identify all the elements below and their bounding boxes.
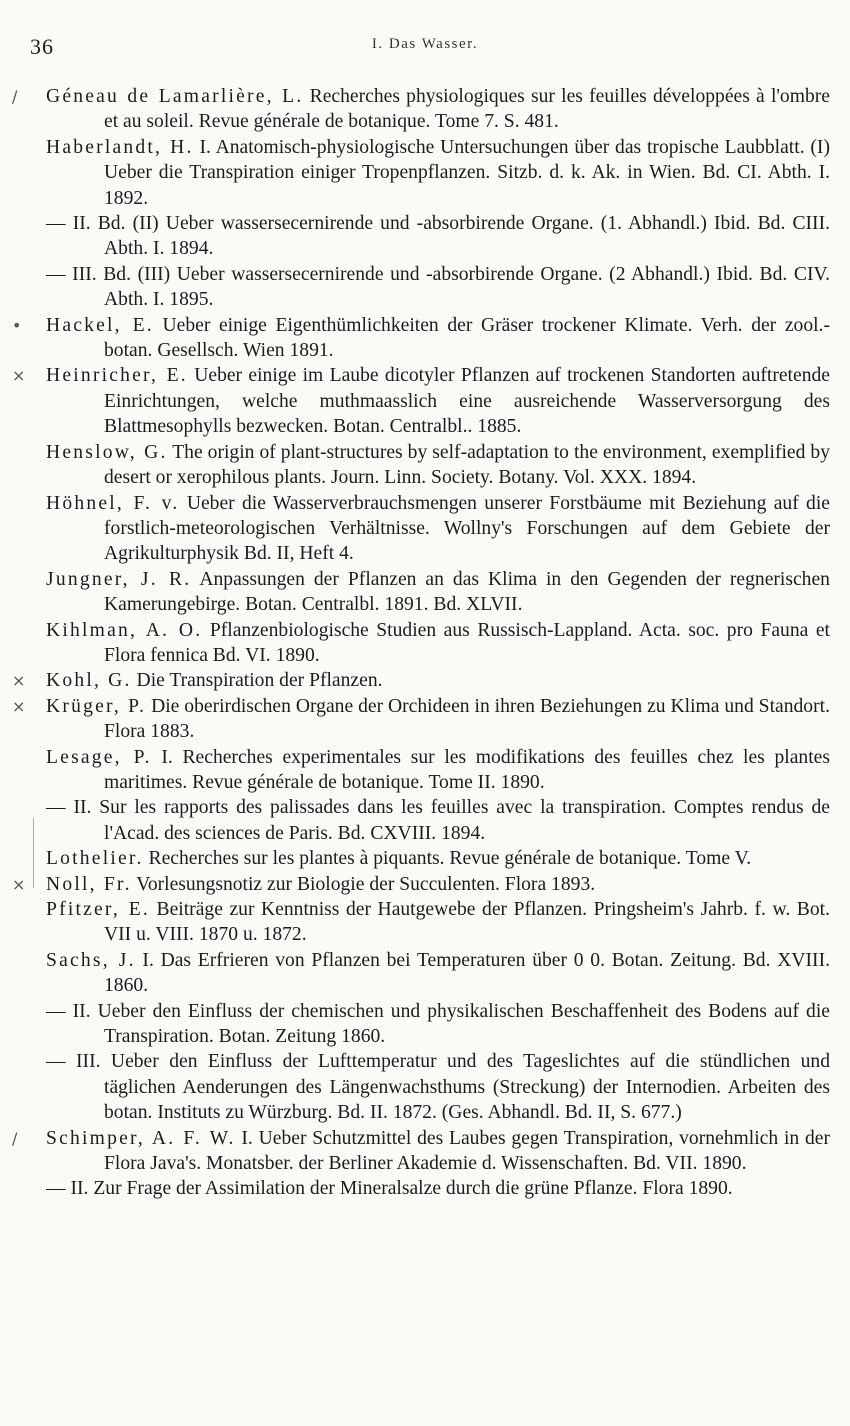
bibliography-entry <box>46 567 830 618</box>
bibliography-entry <box>12 872 830 897</box>
bibliography-entry <box>46 491 830 567</box>
entry-author: Höhnel, F. v. <box>46 492 180 514</box>
entry-text: Anpassungen der Pflanzen an das Klima in den Gegenden der regnerischen Kamerungebirge. Botan. Centralbl. 1891. Bd. XLVII. <box>104 568 830 616</box>
running-head: I. Das Wasser. <box>371 36 479 52</box>
entry-author: Henslow, G. <box>46 441 168 463</box>
entry-text: I. Das Erfrieren von Pflanzen bei Temperaturen über 0 0. Botan. Zeitung. Bd. XVIII. 1860. <box>104 949 830 997</box>
margin-mark: × <box>12 874 26 894</box>
entry-text: Pflanzenbiologische Studien aus Russisch-Lappland. Acta. soc. pro Fauna et Flora fennica Bd. VI. 1890. <box>104 619 830 666</box>
entry-text: — II. Zur Frage der Assimilation der Mineralsalze durch die grüne Pflanze. Flora 1890. <box>46 1178 733 1200</box>
bibliography-entry <box>46 262 830 313</box>
entry-author: Kihlman, A. O. <box>46 619 203 641</box>
margin-mark: × <box>12 671 26 691</box>
bibliography-entry <box>12 363 830 439</box>
entry-author: Heinricher, E. <box>46 365 188 387</box>
entry-text: I. Ueber Schutzmittel des Laubes gegen Transpiration, vornehmlich in der Flora Java's. Monatsber. der Berliner Akademie d. Wissenschaften. Bd. VII. 1890. <box>104 1127 830 1175</box>
bibliography-entry <box>46 745 830 796</box>
entry-text: Die Transpiration der Pflanzen. <box>136 670 383 692</box>
bibliography-entry <box>12 668 830 693</box>
page-header <box>0 32 850 62</box>
margin-mark: × <box>12 696 26 716</box>
entry-author: Krüger, P. <box>46 695 147 717</box>
bibliography-entry <box>46 440 830 491</box>
margin-mark: / <box>12 1128 18 1148</box>
entry-text: — III. Bd. (III) Ueber wassersecernirende und -absorbirende Organe. (2 Abhandl.) Ibid. Bd. CIV. Abth. I. 1895. <box>46 263 830 311</box>
bibliography-entry <box>46 1049 830 1125</box>
bibliography-entry <box>46 211 830 262</box>
entry-text: — II. Bd. (II) Ueber wassersecernirende und -absorbirende Organe. (1. Abhandl.) Ibid. Bd. CIII. Abth. I. 1894. <box>46 213 830 260</box>
entry-text: Recherches sur les plantes à piquants. Revue générale de botanique. Tome V. <box>148 848 752 870</box>
bibliography-list <box>12 84 831 1202</box>
bibliography-entry <box>46 897 830 948</box>
entry-author: Schimper, A. F. W. <box>46 1127 236 1149</box>
entry-author: Noll, Fr. <box>46 873 132 895</box>
entry-author: Lesage, P. <box>46 746 152 768</box>
bibliography-entry <box>12 313 830 364</box>
margin-mark: / <box>12 87 18 106</box>
entry-text: Recherches physiologiques sur les feuilles développées à l'ombre et au soleil. Revue générale de botanique. Tome 7. S. 481. <box>104 86 830 133</box>
bibliography-entry <box>12 694 830 745</box>
bibliography-entry <box>12 1126 830 1177</box>
entry-author: Kohl, G. <box>46 670 132 692</box>
entry-text: Ueber einige Eigenthümlichkeiten der Gräser trockener Klimate. Verh. der zool.-botan. Gesellsch. Wien 1891. <box>104 314 830 362</box>
margin-mark: • <box>12 315 22 335</box>
entry-text: I. Recherches experimentales sur les modifikations des feuilles chez les plantes maritimes. Revue générale de botanique. Tome II. 1890. <box>104 746 830 793</box>
entry-text: The origin of plant-structures by self-adaptation to the environment, exemplified by desert or xerophilous plants. Journ. Linn. Society. Botany. Vol. XXX. 1894. <box>104 441 831 489</box>
entry-text: Die oberirdischen Organe der Orchideen in ihren Beziehungen zu Klima und Standort. Flora 1883. <box>104 695 830 743</box>
bibliography-entry <box>46 846 830 871</box>
entry-author: Géneau de Lamarlière, L. <box>46 86 304 107</box>
entry-author: Pfitzer, E. <box>46 899 150 920</box>
entry-text: — II. Ueber den Einfluss der chemischen und physikalischen Beschaffenheit des Bodens auf die Transpiration. Botan. Zeitung 1860. <box>46 1000 830 1048</box>
bibliography-entry <box>46 795 830 846</box>
bibliography-entry <box>46 999 830 1050</box>
page-number: 36 <box>30 34 54 59</box>
entry-text: I. Anatomisch-physiologische Untersuchungen über das tropische Laubblatt. (I) Ueber die Transpiration einiger Tropenpflanzen. Sitzb. d. k. Ak. in Wien. Bd. CI. Abth. I. 1892. <box>104 136 830 209</box>
entry-author: Jungner, J. R. <box>46 568 192 590</box>
entry-author: Lothelier. <box>46 848 144 870</box>
entry-text: — III. Ueber den Einfluss der Lufttemperatur und des Tageslichtes auf die stündlichen und täglichen Aenderungen des Längenwachsthums (Streckung) der Internodien. Arbeiten des botan. Instituts zu Würzburg. Bd. II. 1872. (Ges. Abhandl. Bd. II, S. 677.) <box>46 1051 830 1124</box>
margin-rule <box>33 818 34 888</box>
entry-text: Ueber die Wasserverbrauchsmengen unserer Forstbäume mit Beziehung auf die forstlich-meteorologischen Verhältnisse. Wollny's Forschungen auf dem Gebiete der Agrikulturphysik Bd. II, Heft 4. <box>104 492 830 565</box>
bibliography-entry <box>12 84 830 135</box>
bibliography-entry <box>46 135 830 211</box>
entry-text: Beiträge zur Kenntniss der Hautgewebe der Pflanzen. Pringsheim's Jahrb. f. w. Bot. VII u. VIII. 1870 u. 1872. <box>104 899 830 946</box>
entry-author: Sachs, J. <box>46 949 136 971</box>
entry-text: — II. Sur les rapports des palissades dans les feuilles avec la transpiration. Comptes rendus de l'Acad. des sciences de Paris. Bd. CXVIII. 1894. <box>46 797 830 844</box>
entry-author: Hackel, E. <box>46 314 154 336</box>
bibliography-entry <box>46 948 830 999</box>
bibliography-entry <box>46 618 830 669</box>
entry-text: Ueber einige im Laube dicotyler Pflanzen auf trockenen Standorten auftretende Einrichtungen, welche muthmaasslich eine ausreichende Wasserversorgung des Blattmesophylls bezwecken. Botan. Centralbl.. 1885. <box>104 365 830 438</box>
margin-mark: × <box>12 366 26 386</box>
bibliography-entry <box>46 1176 830 1201</box>
entry-text: Vorlesungsnotiz zur Biologie der Succulenten. Flora 1893. <box>136 873 596 895</box>
entry-author: Haberlandt, H. <box>46 136 194 158</box>
